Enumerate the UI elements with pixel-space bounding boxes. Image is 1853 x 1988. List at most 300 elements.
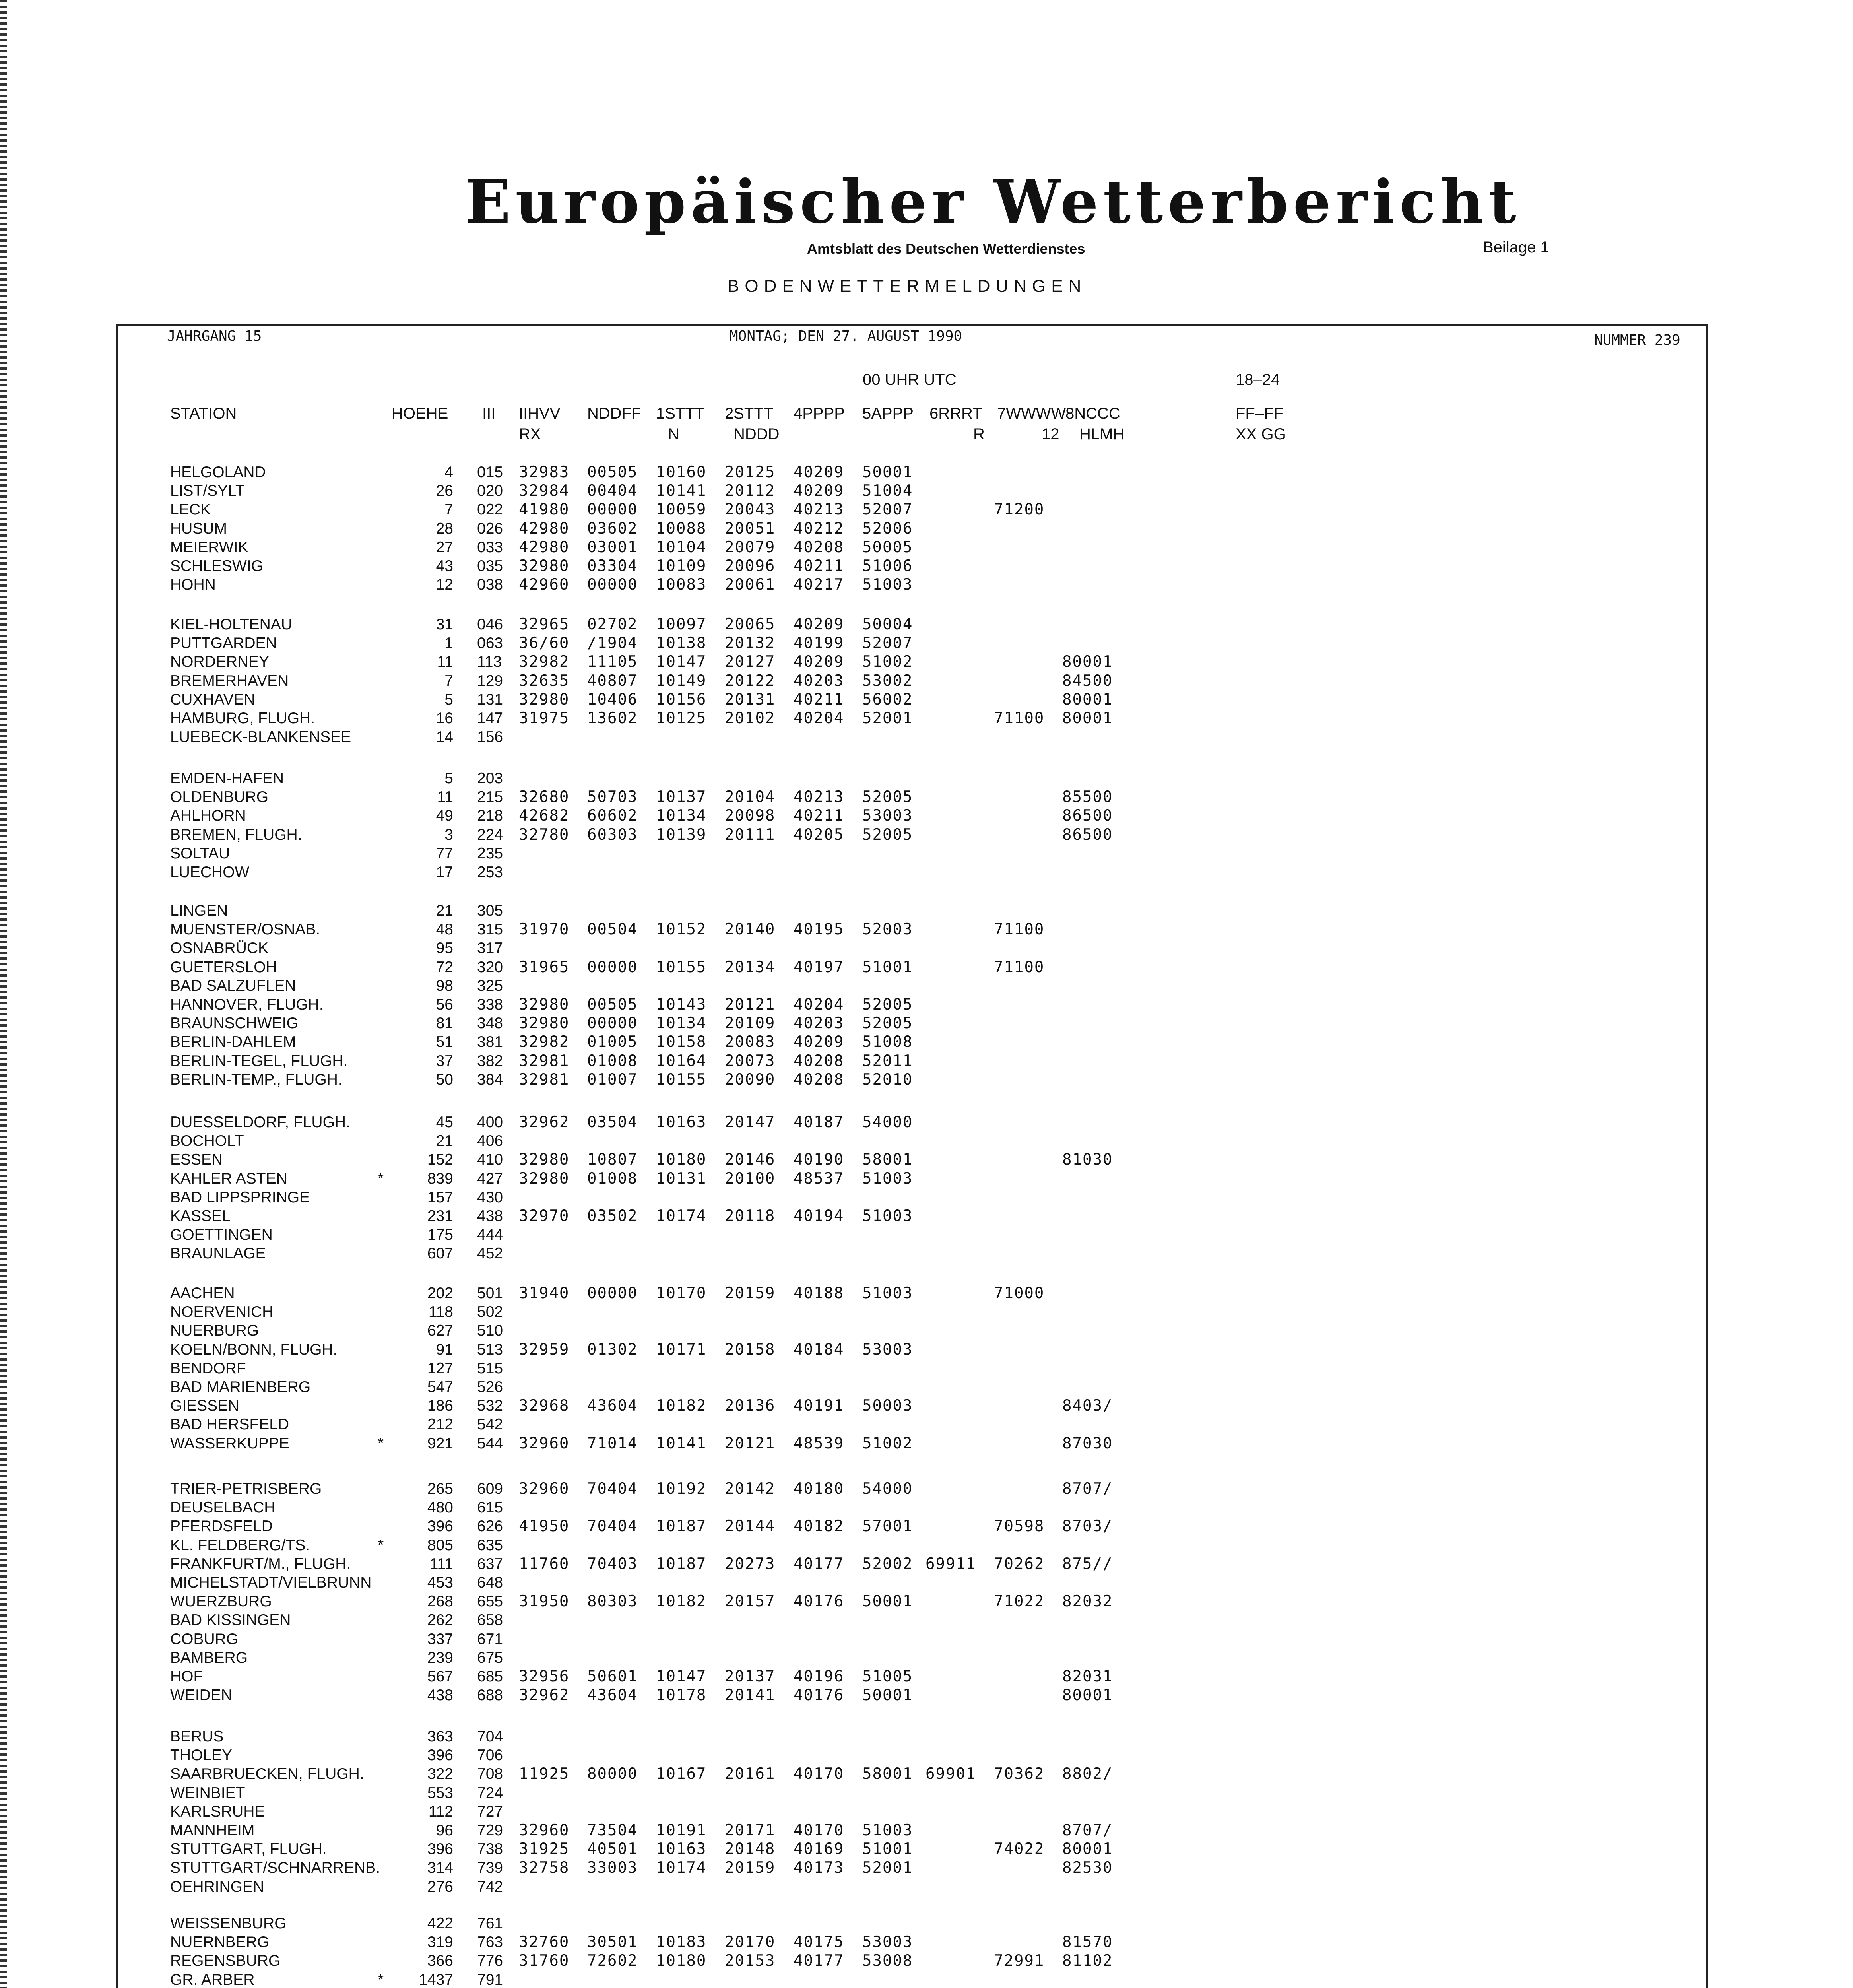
group-3: 10155 <box>656 1070 707 1089</box>
station-index: 526 <box>477 1378 503 1396</box>
station-height: 422 <box>427 1915 453 1932</box>
station-name: WUERZBURG <box>170 1593 272 1610</box>
group-4: 20159 <box>725 1859 776 1877</box>
col-g8: 7WWWW <box>997 405 1066 422</box>
station-height: 567 <box>427 1668 453 1685</box>
station-height: 21 <box>436 1132 453 1150</box>
group-4: 20043 <box>725 501 776 519</box>
station-index: 338 <box>477 996 503 1013</box>
table-row <box>0 1014 1853 1033</box>
group-8: 71200 <box>994 501 1045 519</box>
station-index: 235 <box>477 845 503 862</box>
group-9: 86500 <box>1062 807 1113 825</box>
group-3: 10178 <box>656 1686 707 1705</box>
group-8: 71022 <box>994 1592 1045 1611</box>
table-row <box>0 1188 1853 1207</box>
group-6: 54000 <box>862 1113 913 1131</box>
group-1: 32758 <box>519 1859 570 1877</box>
table-row <box>0 1499 1853 1517</box>
col-g3: 1STTT <box>656 405 705 422</box>
station-height: 921 <box>427 1435 453 1452</box>
group-4: 20121 <box>725 996 776 1013</box>
group-3: 10158 <box>656 1033 707 1051</box>
station-name: BERUS <box>170 1728 224 1745</box>
station-index: 791 <box>477 1971 503 1988</box>
mountain-marker: * <box>378 1435 384 1452</box>
group-1: 11760 <box>519 1555 570 1573</box>
group-3: 10088 <box>656 519 707 538</box>
station-name: BAD LIPPSPRINGE <box>170 1188 310 1206</box>
group-1: 32680 <box>519 788 570 806</box>
table-row <box>0 520 1853 538</box>
group-2: 71014 <box>587 1434 638 1452</box>
station-name: AACHEN <box>170 1285 235 1302</box>
group-4: 20142 <box>725 1480 776 1498</box>
period-label: 18–24 <box>1236 371 1280 388</box>
group-6: 52005 <box>862 788 913 806</box>
group-1: 32981 <box>519 1070 570 1089</box>
station-height: 202 <box>427 1285 453 1302</box>
group-4: 20140 <box>725 920 776 939</box>
station-index: 406 <box>477 1132 503 1150</box>
group-9: 82031 <box>1062 1668 1113 1685</box>
page-subtitle: Amtsblatt des Deutschen Wetterdienstes <box>807 241 1085 257</box>
table-row <box>0 1728 1853 1746</box>
group-9: 8703/ <box>1062 1517 1113 1536</box>
station-height: 152 <box>427 1151 453 1169</box>
station-name: KARLSRUHE <box>170 1803 265 1820</box>
group-4: 20127 <box>725 653 776 671</box>
group-4: 20098 <box>725 807 776 825</box>
station-index: 532 <box>477 1397 503 1415</box>
group-1: 42980 <box>519 538 570 556</box>
group-9: 8802/ <box>1062 1765 1113 1783</box>
table-row <box>0 482 1853 500</box>
group-5: 40173 <box>794 1859 844 1877</box>
group-2: 70403 <box>587 1555 638 1573</box>
group-1: 32965 <box>519 615 570 633</box>
group-6: 50001 <box>862 463 913 481</box>
group-4: 20065 <box>725 615 776 633</box>
station-index: 022 <box>477 501 503 518</box>
station-name: MANNHEIM <box>170 1822 255 1839</box>
col-g10-sub: XX GG <box>1236 425 1286 443</box>
station-index: 320 <box>477 958 503 976</box>
group-9: 84500 <box>1062 672 1113 690</box>
group-8: 71000 <box>994 1284 1045 1302</box>
table-row <box>0 1303 1853 1321</box>
station-name: SOLTAU <box>170 845 230 862</box>
station-name: TRIER-PETRISBERG <box>170 1480 322 1497</box>
group-5: 40217 <box>794 576 844 594</box>
station-name: SAARBRUECKEN, FLUGH. <box>170 1765 364 1783</box>
table-row <box>0 920 1853 939</box>
group-3: 10192 <box>656 1480 707 1498</box>
group-3: 10141 <box>656 1434 707 1452</box>
station-name: COBURG <box>170 1630 239 1648</box>
table-row <box>0 653 1853 671</box>
group-5: 40213 <box>794 501 844 519</box>
station-name: EMDEN-HAFEN <box>170 770 284 787</box>
group-1: 32981 <box>519 1052 570 1070</box>
group-2: 03001 <box>587 538 638 556</box>
station-height: 322 <box>427 1765 453 1783</box>
group-1: 32980 <box>519 557 570 575</box>
group-5: 48537 <box>794 1169 844 1188</box>
group-1: 31925 <box>519 1840 570 1858</box>
col-g9: 8NCCC <box>1065 405 1120 422</box>
group-5: 40209 <box>794 482 844 500</box>
station-name: DUESSELDORF, FLUGH. <box>170 1114 350 1131</box>
station-index: 430 <box>477 1188 503 1206</box>
group-3: 10097 <box>656 615 707 633</box>
group-1: 32968 <box>519 1397 570 1415</box>
station-index: 501 <box>477 1285 503 1302</box>
station-name: GUETERSLOH <box>170 958 277 976</box>
group-5: 40209 <box>794 463 844 481</box>
station-index: 626 <box>477 1518 503 1535</box>
table-row <box>0 845 1853 863</box>
group-3: 10187 <box>656 1555 707 1573</box>
group-2: 43604 <box>587 1686 638 1705</box>
station-name: LUEBECK-BLANKENSEE <box>170 728 351 746</box>
group-1: 32780 <box>519 825 570 844</box>
station-name: BENDORF <box>170 1359 246 1377</box>
group-2: 01007 <box>587 1070 638 1089</box>
station-index: 147 <box>477 710 503 727</box>
station-height: 49 <box>436 807 453 825</box>
station-index: 427 <box>477 1170 503 1187</box>
table-row <box>0 1415 1853 1434</box>
table-row <box>0 1284 1853 1303</box>
table-row <box>0 1746 1853 1765</box>
group-3: 10183 <box>656 1933 707 1951</box>
group-5: 40170 <box>794 1765 844 1783</box>
group-5: 40203 <box>794 672 844 690</box>
group-8: 70362 <box>994 1765 1045 1783</box>
group-6: 51005 <box>862 1668 913 1685</box>
station-height: 5 <box>444 770 453 787</box>
group-1: 32760 <box>519 1933 570 1951</box>
group-2: 00000 <box>587 576 638 594</box>
group-5: 48539 <box>794 1434 844 1452</box>
group-4: 20100 <box>725 1169 776 1188</box>
group-4: 20061 <box>725 576 776 594</box>
group-5: 40197 <box>794 958 844 976</box>
group-4: 20146 <box>725 1151 776 1169</box>
group-5: 40176 <box>794 1686 844 1705</box>
station-name: BRAUNLAGE <box>170 1245 266 1262</box>
group-4: 20134 <box>725 958 776 976</box>
group-3: 10125 <box>656 709 707 727</box>
group-2: 13602 <box>587 709 638 727</box>
group-6: 52007 <box>862 634 913 652</box>
group-5: 40209 <box>794 1033 844 1051</box>
group-4: 20141 <box>725 1686 776 1705</box>
station-height: 7 <box>444 501 453 518</box>
group-2: 00404 <box>587 482 638 500</box>
station-name: WEIDEN <box>170 1687 232 1704</box>
station-name: WEINBIET <box>170 1784 245 1802</box>
group-3: 10147 <box>656 653 707 671</box>
table-row <box>0 463 1853 481</box>
group-4: 20121 <box>725 1434 776 1452</box>
col-g7-sub: R <box>973 425 985 443</box>
group-4: 20090 <box>725 1070 776 1089</box>
group-6: 53002 <box>862 672 913 690</box>
table-row <box>0 1378 1853 1396</box>
group-5: 40209 <box>794 615 844 633</box>
station-name: LIST/SYLT <box>170 482 245 500</box>
station-height: 7 <box>444 672 453 689</box>
group-1: 32956 <box>519 1668 570 1685</box>
station-name: BERLIN-TEGEL, FLUGH. <box>170 1052 348 1070</box>
col-g7: 6RRRT <box>929 405 982 422</box>
table-row <box>0 728 1853 746</box>
station-name: GIESSEN <box>170 1397 239 1415</box>
table-row <box>0 576 1853 594</box>
group-6: 50005 <box>862 538 913 556</box>
table-row <box>0 807 1853 825</box>
station-height: 43 <box>436 557 453 575</box>
group-4: 20137 <box>725 1668 776 1685</box>
jahrgang: JAHRGANG 15 <box>167 328 262 344</box>
station-index: 706 <box>477 1747 503 1764</box>
group-3: 10160 <box>656 463 707 481</box>
observation-time: 00 UHR UTC <box>863 371 957 388</box>
station-height: 314 <box>427 1859 453 1877</box>
station-index: 410 <box>477 1151 503 1169</box>
col-g8-sub: 12 <box>1042 425 1059 443</box>
station-index: 046 <box>477 616 503 633</box>
station-index: 215 <box>477 788 503 806</box>
mountain-marker: * <box>378 1170 384 1187</box>
group-4: 20136 <box>725 1397 776 1415</box>
group-6: 51003 <box>862 1821 913 1839</box>
table-row <box>0 1536 1853 1555</box>
group-4: 20170 <box>725 1933 776 1951</box>
station-index: 253 <box>477 864 503 881</box>
group-9: 8707/ <box>1062 1480 1113 1498</box>
group-3: 10143 <box>656 996 707 1013</box>
station-index: 724 <box>477 1784 503 1802</box>
station-height: 95 <box>436 940 453 957</box>
station-name: BREMERHAVEN <box>170 672 289 689</box>
station-name: OLDENBURG <box>170 788 269 806</box>
group-3: 10139 <box>656 825 707 844</box>
station-name: KIEL-HOLTENAU <box>170 616 293 633</box>
group-7: 69911 <box>926 1555 976 1573</box>
group-6: 51008 <box>862 1033 913 1051</box>
group-3: 10163 <box>656 1113 707 1131</box>
group-5: 40212 <box>794 519 844 538</box>
station-index: 510 <box>477 1322 503 1340</box>
group-4: 20153 <box>725 1952 776 1970</box>
group-3: 10083 <box>656 576 707 594</box>
station-name: KL. FELDBERG/TS. <box>170 1536 310 1554</box>
group-5: 40203 <box>794 1014 844 1033</box>
group-4: 20083 <box>725 1033 776 1051</box>
group-8: 70262 <box>994 1555 1045 1573</box>
station-name: MICHELSTADT/VIELBRUNN <box>170 1574 372 1591</box>
station-height: 805 <box>427 1536 453 1554</box>
station-name: GR. ARBER <box>170 1971 255 1988</box>
table-row <box>0 1113 1853 1132</box>
group-6: 54000 <box>862 1480 913 1498</box>
group-6: 52001 <box>862 1859 913 1877</box>
station-name: BERLIN-TEMP., FLUGH. <box>170 1071 342 1088</box>
group-2: 01008 <box>587 1169 638 1188</box>
group-2: 03304 <box>587 557 638 575</box>
group-6: 51002 <box>862 1434 913 1452</box>
station-height: 265 <box>427 1480 453 1497</box>
group-5: 40204 <box>794 996 844 1013</box>
group-1: 32959 <box>519 1340 570 1359</box>
station-index: 502 <box>477 1303 503 1321</box>
group-1: 42960 <box>519 576 570 594</box>
station-name: STUTTGART, FLUGH. <box>170 1840 327 1858</box>
group-3: 10182 <box>656 1592 707 1611</box>
group-2: 60303 <box>587 825 638 844</box>
group-3: 10171 <box>656 1340 707 1359</box>
group-4: 20104 <box>725 788 776 806</box>
group-2: 50703 <box>587 788 638 806</box>
group-1: 31950 <box>519 1592 570 1611</box>
table-row <box>0 826 1853 844</box>
station-index: 542 <box>477 1416 503 1433</box>
group-5: 40208 <box>794 538 844 556</box>
station-height: 81 <box>436 1015 453 1032</box>
station-height: 366 <box>427 1952 453 1970</box>
station-index: 035 <box>477 557 503 575</box>
group-9: 86500 <box>1062 825 1113 844</box>
station-index: 400 <box>477 1114 503 1131</box>
group-2: 10406 <box>587 690 638 709</box>
group-6: 51001 <box>862 1840 913 1858</box>
group-2: 43604 <box>587 1397 638 1415</box>
table-row <box>0 1435 1853 1453</box>
group-2: /1904 <box>587 634 638 652</box>
station-height: 231 <box>427 1208 453 1225</box>
station-name: BAD SALZUFLEN <box>170 977 296 994</box>
table-row <box>0 1933 1853 1951</box>
group-3: 10174 <box>656 1859 707 1877</box>
group-1: 32982 <box>519 653 570 671</box>
station-index: 015 <box>477 464 503 481</box>
group-1: 42980 <box>519 519 570 538</box>
group-6: 53008 <box>862 1952 913 1970</box>
station-name: BRAUNSCHWEIG <box>170 1015 299 1032</box>
station-index: 658 <box>477 1611 503 1629</box>
station-index: 382 <box>477 1052 503 1070</box>
group-1: 32980 <box>519 1169 570 1188</box>
station-index: 203 <box>477 770 503 787</box>
group-2: 01005 <box>587 1033 638 1051</box>
group-8: 72991 <box>994 1952 1045 1970</box>
group-5: 40175 <box>794 1933 844 1951</box>
group-3: 10138 <box>656 634 707 652</box>
station-height: 98 <box>436 977 453 994</box>
table-row <box>0 769 1853 788</box>
table-row <box>0 1611 1853 1629</box>
group-9: 81102 <box>1062 1952 1113 1970</box>
table-row <box>0 672 1853 690</box>
group-6: 51003 <box>862 1207 913 1225</box>
group-2: 03602 <box>587 519 638 538</box>
group-2: 40501 <box>587 1840 638 1858</box>
station-index: 685 <box>477 1668 503 1685</box>
col-g4: 2STTT <box>725 405 774 422</box>
group-5: 40191 <box>794 1397 844 1415</box>
group-2: 03502 <box>587 1207 638 1225</box>
table-row <box>0 1574 1853 1592</box>
group-2: 73504 <box>587 1821 638 1839</box>
table-row <box>0 1151 1853 1169</box>
group-3: 10180 <box>656 1151 707 1169</box>
group-4: 20171 <box>725 1821 776 1839</box>
station-height: 268 <box>427 1593 453 1610</box>
group-6: 51001 <box>862 958 913 976</box>
group-6: 52005 <box>862 825 913 844</box>
table-row <box>0 1821 1853 1840</box>
group-2: 10807 <box>587 1151 638 1169</box>
group-5: 40180 <box>794 1480 844 1498</box>
group-5: 40204 <box>794 709 844 727</box>
group-6: 56002 <box>862 690 913 709</box>
group-6: 52005 <box>862 1014 913 1033</box>
station-height: 239 <box>427 1649 453 1666</box>
station-height: 127 <box>427 1359 453 1377</box>
group-4: 20158 <box>725 1340 776 1359</box>
station-name: HELGOLAND <box>170 464 266 481</box>
group-5: 40184 <box>794 1340 844 1359</box>
group-9: 80001 <box>1062 1686 1113 1705</box>
station-height: 453 <box>427 1574 453 1591</box>
table-row <box>0 709 1853 728</box>
station-index: 129 <box>477 672 503 689</box>
group-2: 00505 <box>587 996 638 1013</box>
col-g9-sub: HLMH <box>1079 425 1125 443</box>
station-index: 218 <box>477 807 503 825</box>
group-1: 32983 <box>519 463 570 481</box>
table-row <box>0 1784 1853 1802</box>
station-name: STUTTGART/SCHNARRENB. <box>170 1859 380 1877</box>
col-g10: FF–FF <box>1236 405 1283 422</box>
station-height: 50 <box>436 1071 453 1088</box>
group-2: 70404 <box>587 1480 638 1498</box>
group-3: 10155 <box>656 958 707 976</box>
group-4: 20148 <box>725 1840 776 1858</box>
group-1: 31970 <box>519 920 570 939</box>
table-row <box>0 1914 1853 1933</box>
station-height: 11 <box>437 788 453 806</box>
table-row <box>0 958 1853 977</box>
group-1: 32960 <box>519 1434 570 1452</box>
table-row <box>0 1971 1853 1988</box>
station-index: 063 <box>477 635 503 652</box>
station-name: BREMEN, FLUGH. <box>170 826 302 843</box>
station-index: 325 <box>477 977 503 994</box>
group-5: 40188 <box>794 1284 844 1302</box>
station-index: 033 <box>477 538 503 556</box>
station-name: KASSEL <box>170 1208 231 1225</box>
group-4: 20118 <box>725 1207 776 1225</box>
group-3: 10163 <box>656 1840 707 1858</box>
group-2: 33003 <box>587 1859 638 1877</box>
station-height: 396 <box>427 1518 453 1535</box>
table-row <box>0 1480 1853 1498</box>
group-3: 10141 <box>656 482 707 500</box>
